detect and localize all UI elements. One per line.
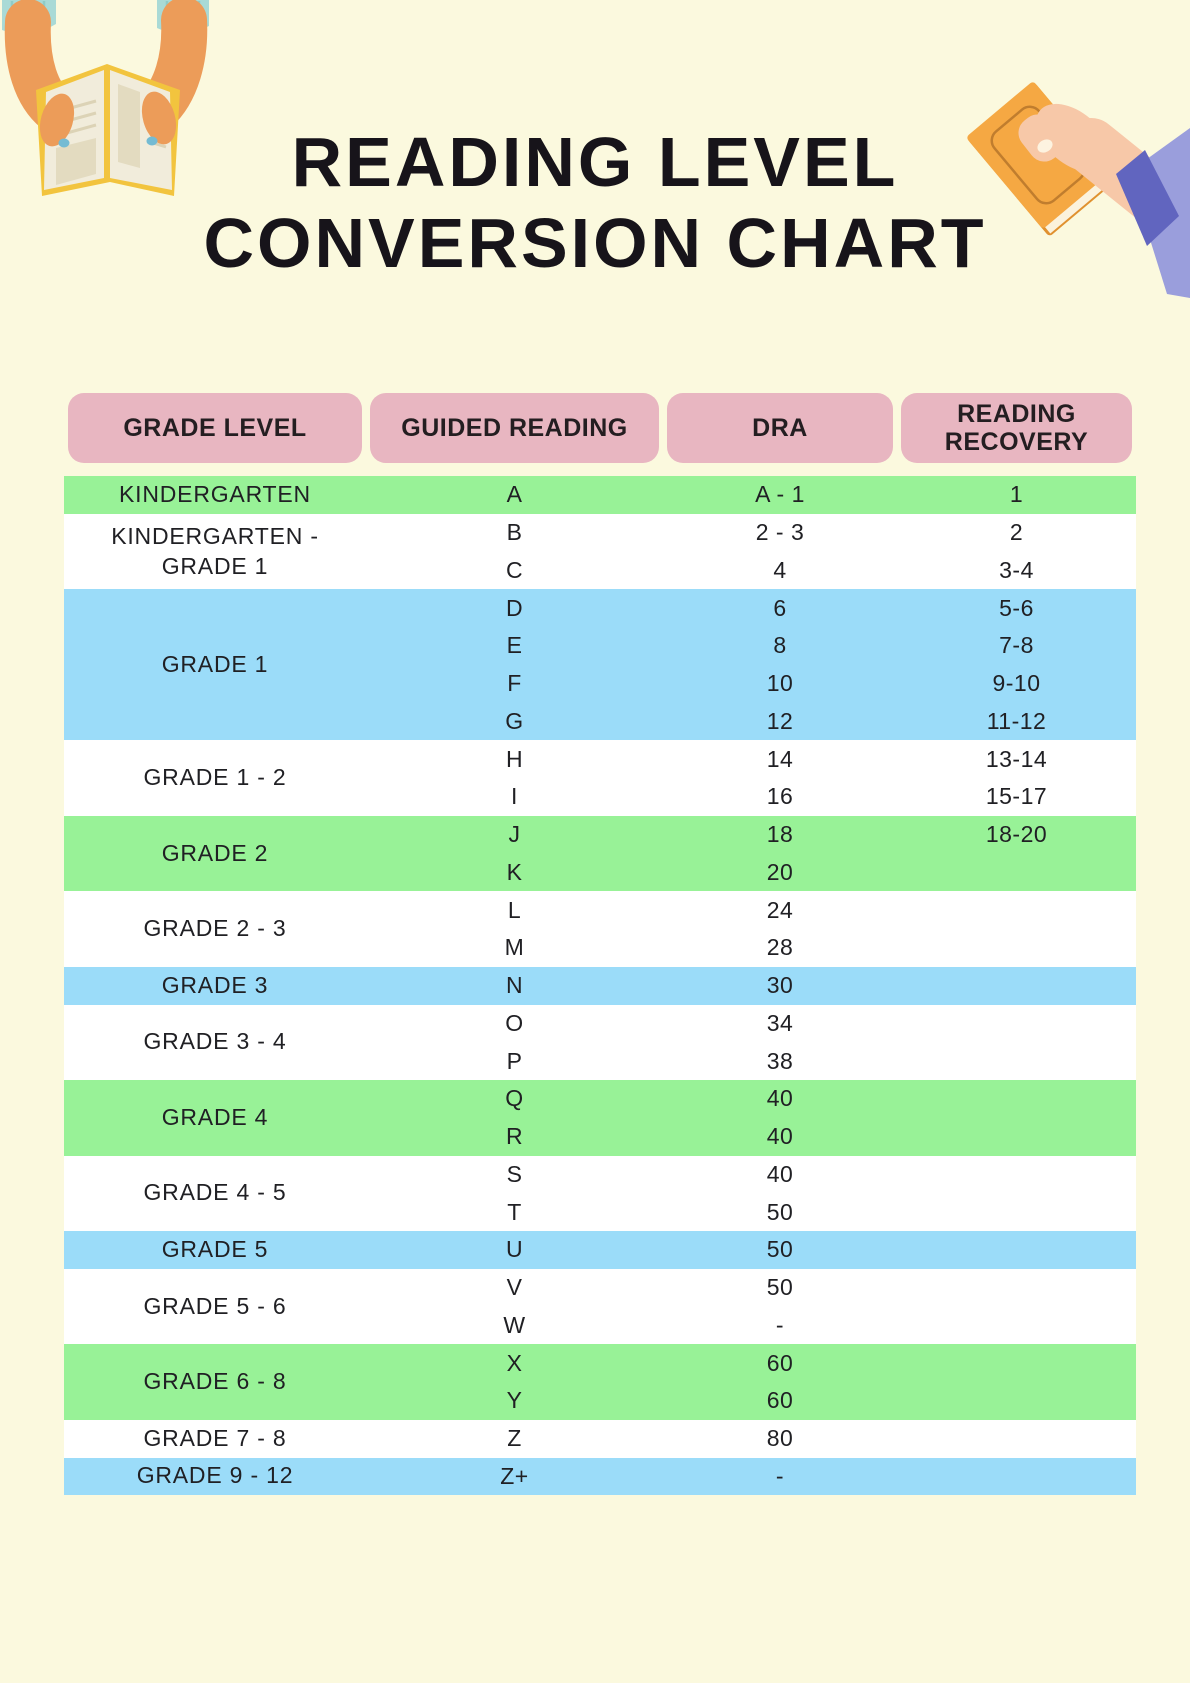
dra-cell: 18 [766, 821, 794, 848]
guided-reading-cell: C [505, 556, 524, 583]
guided-reading-cell: Z [507, 1425, 522, 1452]
grade-group-row [64, 1231, 1136, 1269]
grade-group-row [64, 476, 1136, 514]
table-body [64, 476, 1136, 1495]
dra-cell: 60 [766, 1387, 794, 1414]
dra-cell: 50 [766, 1274, 794, 1301]
guided-reading-cell: B [506, 519, 523, 546]
reading-recovery-cell: 13-14 [985, 745, 1048, 772]
grade-level-cell: GRADE 2 - 3 [143, 915, 287, 942]
guided-reading-cell: M [504, 934, 525, 961]
guided-reading-cell: X [506, 1349, 523, 1376]
dra-cell: 2 - 3 [755, 519, 805, 546]
header-pill: GRADE LEVEL [68, 393, 362, 463]
reading-recovery-cell [897, 1382, 1136, 1420]
reading-recovery-cell: 11-12 [986, 707, 1047, 734]
reading-recovery-cell [897, 1420, 1136, 1458]
guided-reading-cell: U [505, 1236, 524, 1263]
guided-reading-cell: R [505, 1123, 524, 1150]
reading-recovery-cell [897, 1080, 1136, 1118]
grade-level-cell: GRADE 4 - 5 [143, 1179, 287, 1206]
guided-reading-cell: E [506, 632, 523, 659]
reading-recovery-cell [897, 967, 1136, 1005]
reading-recovery-cell [897, 1042, 1136, 1080]
dra-cell: 24 [766, 896, 794, 923]
guided-reading-cell: S [506, 1160, 523, 1187]
dra-cell: - [775, 1311, 785, 1338]
dra-cell: 40 [766, 1123, 794, 1150]
reading-recovery-cell: 3-4 [999, 556, 1034, 583]
dra-cell: 10 [766, 670, 794, 697]
reading-recovery-cell [897, 891, 1136, 929]
grade-level-cell: GRADE 7 - 8 [143, 1424, 287, 1451]
guided-reading-cell: T [507, 1198, 522, 1225]
dra-cell: 4 [773, 556, 787, 583]
dra-cell: 28 [766, 934, 794, 961]
hand-holding-orange-book-icon [895, 58, 1190, 303]
reading-recovery-cell [897, 854, 1136, 892]
reading-recovery-cell: 9-10 [992, 670, 1041, 697]
grade-group-row [64, 589, 1136, 740]
guided-reading-cell: N [505, 972, 524, 999]
guided-reading-cell: V [506, 1274, 523, 1301]
dra-cell: 16 [766, 783, 794, 810]
grade-level-cell: GRADE 3 - 4 [143, 1028, 287, 1055]
dra-cell: 38 [766, 1047, 794, 1074]
guided-reading-cell: Q [505, 1085, 524, 1112]
dra-cell: 6 [773, 594, 787, 621]
guided-reading-cell: I [511, 783, 518, 810]
guided-reading-cell: G [505, 707, 524, 734]
dra-cell: 12 [766, 707, 794, 734]
grade-level-cell: GRADE 6 - 8 [143, 1368, 287, 1395]
conversion-table [64, 393, 1136, 1495]
guided-reading-cell: L [507, 896, 522, 923]
guided-reading-cell: Y [506, 1387, 523, 1414]
grade-group-row [64, 1269, 1136, 1345]
grade-level-cell: GRADE 5 - 6 [143, 1292, 287, 1319]
dra-cell: 50 [766, 1198, 794, 1225]
guided-reading-cell: P [506, 1047, 523, 1074]
reading-recovery-cell [897, 929, 1136, 967]
reading-recovery-cell [897, 1156, 1136, 1194]
dra-cell: 30 [766, 972, 794, 999]
grade-group-row [64, 1156, 1136, 1232]
reading-recovery-cell [897, 1118, 1136, 1156]
dra-cell: 20 [766, 858, 794, 885]
dra-cell: 8 [773, 632, 787, 659]
grade-group-row [64, 1458, 1136, 1496]
title-line-1: READING LEVEL [291, 123, 899, 201]
guided-reading-cell: O [505, 1009, 524, 1036]
reading-recovery-cell [897, 1344, 1136, 1382]
reading-recovery-cell [897, 1231, 1136, 1269]
guided-reading-cell: A [506, 481, 523, 508]
header-pill: GUIDED READING [370, 393, 659, 463]
dra-cell: A - 1 [755, 481, 805, 508]
grade-group-row [64, 1344, 1136, 1420]
grade-level-cell: GRADE 2 [161, 839, 269, 866]
dra-cell: 34 [766, 1009, 794, 1036]
reading-recovery-cell: 5-6 [999, 594, 1034, 621]
grade-group-row [64, 816, 1136, 892]
reading-recovery-cell: 15-17 [985, 783, 1048, 810]
reading-recovery-cell [897, 1458, 1136, 1496]
grade-group-row [64, 891, 1136, 967]
guided-reading-cell: Z+ [500, 1462, 529, 1489]
reading-recovery-cell [897, 1307, 1136, 1345]
dra-cell: 50 [766, 1236, 794, 1263]
grade-level-cell: GRADE 5 [161, 1235, 269, 1262]
guided-reading-cell: H [505, 745, 524, 772]
dra-cell: 40 [766, 1085, 794, 1112]
header-pill: READING RECOVERY [901, 393, 1132, 463]
guided-reading-cell: K [506, 858, 523, 885]
dra-cell: 40 [766, 1160, 794, 1187]
guided-reading-cell: F [507, 670, 522, 697]
title-line-2: CONVERSION CHART [203, 204, 987, 282]
dra-cell: - [775, 1462, 785, 1489]
grade-level-cell: GRADE 3 [161, 971, 269, 998]
grade-level-cell: KINDERGARTEN [119, 480, 311, 507]
grade-level-cell: GRADE 1 [161, 650, 269, 677]
dra-cell: 60 [766, 1349, 794, 1376]
dra-cell: 14 [766, 745, 794, 772]
reading-recovery-cell: 7-8 [999, 632, 1034, 659]
guided-reading-cell: J [508, 821, 521, 848]
grade-level-cell: GRADE 4 [161, 1103, 269, 1130]
guided-reading-cell: D [505, 594, 524, 621]
grade-level-cell: GRADE 1 - 2 [143, 764, 287, 791]
reading-recovery-cell: 1 [1009, 481, 1024, 508]
guided-reading-cell: W [503, 1311, 526, 1338]
grade-group-row [64, 1005, 1136, 1081]
grade-level-cell: GRADE 9 - 12 [136, 1462, 294, 1489]
grade-level-cell: KINDERGARTEN - GRADE 1 [111, 522, 319, 579]
grade-group-row [64, 514, 1136, 590]
reading-recovery-cell [897, 1269, 1136, 1307]
grade-group-row [64, 1080, 1136, 1156]
dra-cell: 80 [766, 1425, 794, 1452]
reading-recovery-cell: 18-20 [985, 821, 1048, 848]
grade-group-row [64, 740, 1136, 816]
grade-group-row [64, 1420, 1136, 1458]
table-header-row [64, 393, 1136, 463]
grade-group-row [64, 967, 1136, 1005]
reading-recovery-cell [897, 1005, 1136, 1043]
header-pill: DRA [667, 393, 893, 463]
reading-recovery-cell: 2 [1009, 519, 1024, 546]
reading-recovery-cell [897, 1193, 1136, 1231]
